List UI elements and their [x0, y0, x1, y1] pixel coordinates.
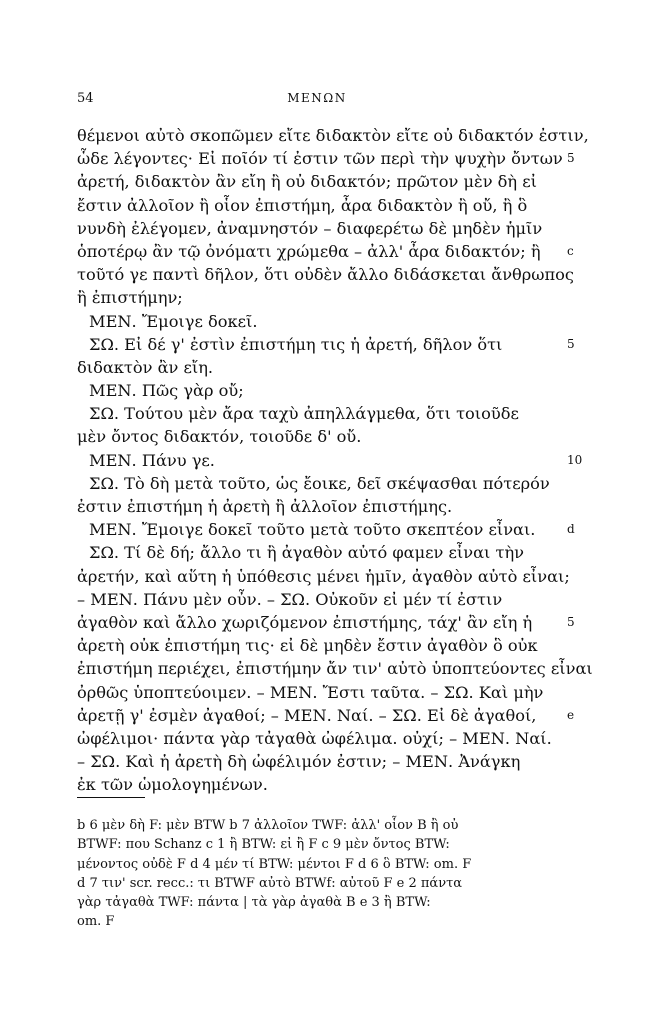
margin-marker: 5	[567, 614, 575, 629]
line-text: ΣΩ. Εἰ δέ γ' ἐστὶν ἐπιστήμη τις ἡ ἀρετή, δῆλον ὅτι	[89, 334, 503, 354]
text-line	[77, 263, 574, 286]
text-line	[77, 495, 557, 518]
text-line	[77, 286, 557, 309]
text-line	[77, 425, 557, 448]
line-text: ΜΕΝ. Ἔμοιγε δοκεῖ.	[89, 311, 258, 331]
running-title: ΜΕΝΩΝ	[287, 91, 347, 105]
text-line	[77, 518, 575, 541]
line-text: τοῦτό γε παντὶ δῆλον, ὅτι οὐδὲν ἄλλο διδάσκεται ἄνθρωπος	[77, 265, 574, 285]
line-text: ὀρθῶς ὑποπτεύοιμεν. – ΜΕΝ. Ἔστι ταῦτα. – ΣΩ. Καὶ μὴν	[77, 682, 544, 702]
line-text: ἀρετήν, καὶ αὕτη ἡ ὑπόθεσις μένει ἡμῖν, ἀγαθὸν αὐτὸ εἶναι;	[77, 566, 570, 586]
text-line	[77, 565, 570, 588]
line-text: ἐκ τῶν ὡμολογημένων.	[77, 775, 268, 795]
line-text: ΜΕΝ. Ἔμοιγε δοκεῖ τοῦτο μετὰ τοῦτο σκεπτέον εἶναι.	[89, 520, 536, 540]
line-text: ἐπιστήμη περιέχει, ἐπιστήμην ἄν τιν' αὐτὸ ὑποπτεύοντες εἶναι	[77, 659, 593, 679]
line-text: ὠφέλιμοι· πάντα γὰρ τἀγαθὰ ὠφέλιμα. οὐχί; – ΜΕΝ. Ναί.	[77, 728, 552, 748]
line-text: θέμενοι αὐτὸ σκοπῶμεν εἴτε διδακτὸν εἴτε οὐ διδακτόν ἐστιν,	[77, 126, 589, 145]
page-header	[77, 91, 557, 111]
margin-marker: 10	[567, 452, 583, 467]
text-line	[77, 681, 557, 704]
text-line	[77, 750, 557, 773]
text-line	[77, 472, 557, 495]
line-text: ἀρετῇ γ' ἐσμὲν ἀγαθοί; – ΜΕΝ. Ναί. – ΣΩ. Εἰ δὲ ἀγαθοί,	[77, 705, 537, 725]
line-text: ἐστιν ἐπιστήμη ἡ ἀρετὴ ἢ ἀλλοῖον ἐπιστήμης.	[77, 497, 453, 516]
margin-marker: 5	[567, 336, 575, 351]
footnote-rule	[77, 797, 145, 798]
apparatus-line: μένοντος οὐδὲ F d 4 μέν τί BTW: μέντοι F d 6 ὃ BTW: om. F	[77, 856, 472, 872]
text-line	[77, 449, 583, 472]
text-line	[77, 727, 557, 750]
text-line	[77, 333, 575, 356]
text-line	[77, 170, 557, 193]
line-text: ἀρετὴ οὐκ ἐπιστήμη τις· εἰ δὲ μηδὲν ἔστιν ἀγαθὸν ὃ οὐκ	[77, 636, 538, 656]
line-text: νυνδὴ ἐλέγομεν, ἀναμνηστόν – διαφερέτω δὲ μηδὲν ἡμῖν	[77, 218, 543, 238]
apparatus-line: γὰρ τἀγαθὰ TWF: πάντα | τὰ γὰρ ἀγαθὰ B e 3 ἢ BTW:	[77, 895, 431, 911]
apparatus-line: d 7 τιν' scr. recc.: τι BTWF αὐτὸ BTWf: αὐτοῦ F e 2 πάντα	[77, 875, 463, 891]
line-text: ΜΕΝ. Πάνυ γε.	[89, 450, 215, 470]
text-line	[77, 147, 575, 170]
margin-marker: d	[567, 522, 575, 537]
main-text	[77, 124, 593, 796]
text-line	[77, 704, 575, 727]
line-text: ὧδε λέγοντες· Εἰ ποῖόν τί ἐστιν τῶν περὶ τὴν ψυχὴν ὄντων	[77, 149, 563, 169]
line-text: διδακτὸν ἂν εἴη.	[77, 357, 214, 377]
page-number: 54	[77, 91, 94, 106]
line-text: ΜΕΝ. Πῶς γὰρ οὔ;	[89, 381, 244, 401]
margin-marker: c	[567, 243, 574, 258]
text-line	[77, 310, 557, 333]
text-line	[77, 194, 557, 217]
margin-marker: 5	[567, 151, 575, 166]
text-line	[77, 240, 574, 263]
line-text: – ΣΩ. Καὶ ἡ ἀρετὴ δὴ ὠφέλιμόν ἐστιν; – ΜΕΝ. Ἀνάγκη	[77, 752, 521, 772]
text-line	[77, 402, 557, 425]
text-line	[77, 356, 557, 379]
line-text: μὲν ὄντος διδακτόν, τοιοῦδε δ' οὔ.	[77, 427, 362, 447]
apparatus-line: b 6 μὲν δὴ F: μὲν BTW b 7 ἀλλοῖον TWF: ἀλλ' οἷον B ἢ οὐ	[77, 818, 459, 833]
text-line	[77, 541, 557, 564]
apparatus-line: om. F	[77, 914, 115, 930]
text-line	[77, 634, 557, 657]
apparatus-line: BTWF: που Schanz c 1 ἢ BTW: εἰ ἢ F c 9 μὲν ὄντος BTW:	[77, 837, 450, 853]
text-line	[77, 379, 557, 402]
text-line	[77, 588, 557, 611]
line-text: ἔστιν ἀλλοῖον ἢ οἷον ἐπιστήμη, ἆρα διδακτὸν ἢ οὔ, ἢ ὃ	[77, 195, 528, 215]
line-text: ἀρετή, διδακτὸν ἂν εἴη ἢ οὐ διδακτόν; πρῶτον μὲν δὴ εἰ	[77, 172, 538, 192]
critical-apparatus	[77, 816, 563, 932]
line-text: ΣΩ. Τὸ δὴ μετὰ τοῦτο, ὡς ἔοικε, δεῖ σκέψασθαι πότερόν	[89, 473, 550, 493]
line-text: ἢ ἐπιστήμην;	[77, 288, 183, 308]
text-line	[77, 773, 557, 796]
text-line	[77, 657, 593, 680]
text-line	[77, 124, 589, 147]
line-text: ΣΩ. Τούτου μὲν ἄρα ταχὺ ἀπηλλάγμεθα, ὅτι τοιοῦδε	[89, 404, 519, 424]
margin-marker: e	[567, 707, 575, 722]
line-text: ΣΩ. Τί δὲ δή; ἄλλο τι ἢ ἀγαθὸν αὐτό φαμεν εἶναι τὴν	[89, 543, 524, 563]
text-line	[77, 217, 557, 240]
line-text: ἀγαθὸν καὶ ἄλλο χωριζόμενον ἐπιστήμης, τάχ' ἂν εἴη ἡ	[77, 612, 533, 632]
text-line	[77, 611, 575, 634]
line-text: – ΜΕΝ. Πάνυ μὲν οὖν. – ΣΩ. Οὐκοῦν εἰ μέν τί ἐστιν	[77, 589, 503, 609]
line-text: ὁποτέρῳ ἂν τῷ ὀνόματι χρώμεθα – ἀλλ' ἆρα διδακτόν; ἢ	[77, 241, 541, 261]
